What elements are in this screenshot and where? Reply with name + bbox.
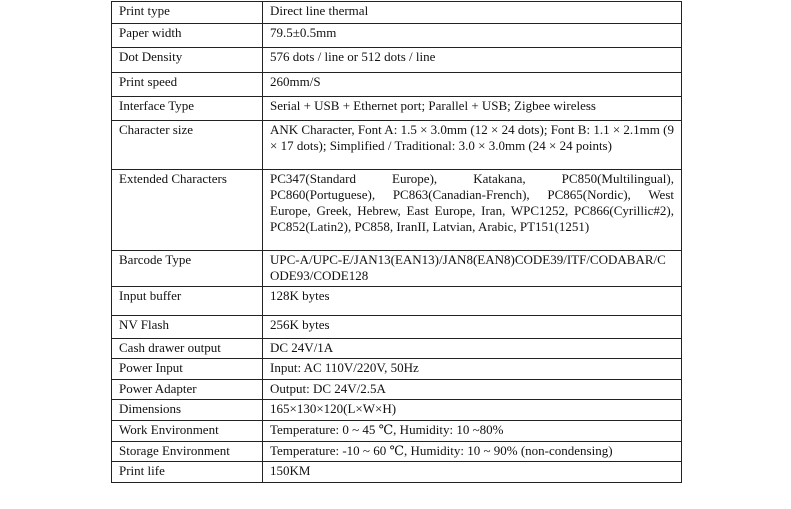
spec-label: Input buffer	[112, 287, 263, 316]
table-row	[112, 73, 682, 97]
spec-value: 165×130×120(L×W×H)	[263, 400, 682, 421]
spec-label: Character size	[112, 121, 263, 170]
spec-label: Dot Density	[112, 48, 263, 73]
table-row	[112, 251, 682, 287]
spec-value: PC347(Standard Europe), Katakana, PC850(Multilingual), PC860(Portuguese), PC863(Canadian-French), PC865(Nordic), West Europe, Greek, Hebrew, East Europe, Iran, WPC1252, PC866(Cyrillic#2), PC852(Latin2), PC858, IranII, Latvian, Arabic, PT151(1251)	[263, 170, 682, 251]
spec-label: Print type	[112, 2, 263, 24]
spec-value: ANK Character, Font A: 1.5 × 3.0mm (12 × 24 dots); Font B: 1.1 × 2.1mm (9 × 17 dots); Simplified / Traditional: 3.0 × 3.0mm (24 × 24 points)	[263, 121, 682, 170]
table-row	[112, 48, 682, 73]
table-row	[112, 287, 682, 316]
table-row	[112, 121, 682, 170]
spec-value: Output: DC 24V/2.5A	[263, 380, 682, 400]
spec-label: Barcode Type	[112, 251, 263, 287]
table-row	[112, 359, 682, 380]
spec-value: Direct line thermal	[263, 2, 682, 24]
spec-label: Print speed	[112, 73, 263, 97]
table-row	[112, 170, 682, 251]
spec-label: Extended Characters	[112, 170, 263, 251]
spec-label: Power Input	[112, 359, 263, 380]
spec-table	[111, 1, 682, 483]
spec-value: Serial + USB + Ethernet port; Parallel + USB; Zigbee wireless	[263, 97, 682, 121]
spec-value: 576 dots / line or 512 dots / line	[263, 48, 682, 73]
spec-label: Interface Type	[112, 97, 263, 121]
spec-label: Work Environment	[112, 421, 263, 442]
table-row	[112, 442, 682, 462]
table-row	[112, 24, 682, 48]
table-row	[112, 316, 682, 339]
spec-value: 256K bytes	[263, 316, 682, 339]
spec-label: Cash drawer output	[112, 339, 263, 359]
spec-label: Paper width	[112, 24, 263, 48]
table-row	[112, 421, 682, 442]
spec-value: UPC-A/UPC-E/JAN13(EAN13)/JAN8(EAN8)CODE39/ITF/CODABAR/CODE93/CODE128	[263, 251, 682, 287]
table-row	[112, 339, 682, 359]
spec-value: Temperature: 0 ~ 45 ℃, Humidity: 10 ~80%	[263, 421, 682, 442]
spec-label: NV Flash	[112, 316, 263, 339]
table-row	[112, 400, 682, 421]
table-row	[112, 97, 682, 121]
spec-value: 150KM	[263, 462, 682, 483]
spec-value: DC 24V/1A	[263, 339, 682, 359]
spec-value: Input: AC 110V/220V, 50Hz	[263, 359, 682, 380]
spec-value: Temperature: -10 ~ 60 ℃, Humidity: 10 ~ 90% (non-condensing)	[263, 442, 682, 462]
spec-label: Print life	[112, 462, 263, 483]
spec-value: 79.5±0.5mm	[263, 24, 682, 48]
table-row	[112, 462, 682, 483]
spec-value: 260mm/S	[263, 73, 682, 97]
spec-label: Power Adapter	[112, 380, 263, 400]
table-row	[112, 2, 682, 24]
spec-label: Storage Environment	[112, 442, 263, 462]
spec-label: Dimensions	[112, 400, 263, 421]
table-row	[112, 380, 682, 400]
spec-value: 128K bytes	[263, 287, 682, 316]
